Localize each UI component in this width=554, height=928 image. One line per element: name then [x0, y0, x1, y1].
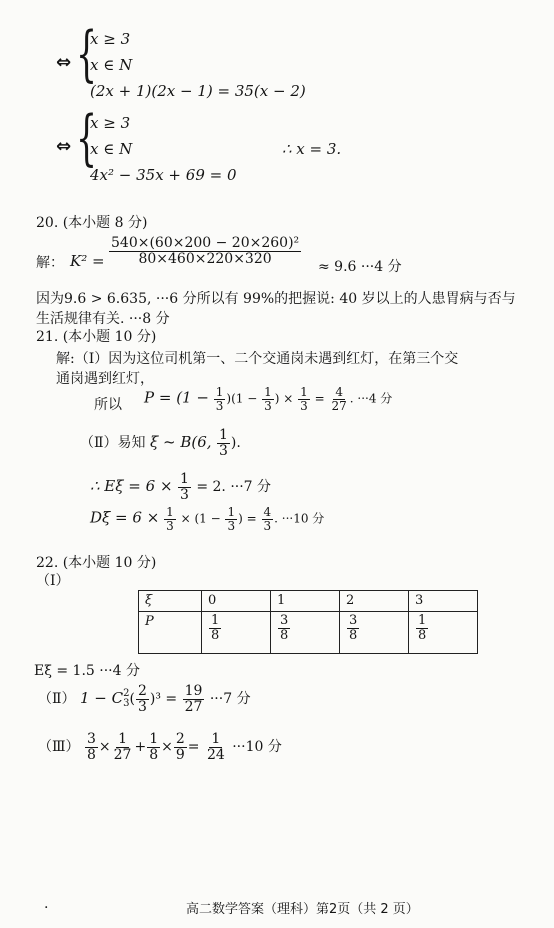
- system2-conclusion: ∴ x = 3.: [282, 140, 342, 158]
- table-prob: $\frac{1}{8}$: [409, 612, 478, 654]
- table-prob: $\frac{3}{8}$: [271, 612, 340, 654]
- table-row: [139, 612, 478, 654]
- q20-solution-prefix: 解：: [36, 255, 64, 271]
- table-value: 0: [202, 591, 271, 612]
- system2-line3: 4x² − 35x + 69 = 0: [90, 166, 237, 184]
- q20-line2: 因为9.6 > 6.635, ···6 分所以有 99%的把握说: 40 岁以上的人患胃病与否与: [36, 291, 516, 307]
- q22-header: 22. (本小题 10 分): [36, 555, 157, 571]
- system1-line1: x ≥ 3: [90, 30, 131, 48]
- system1-line3: (2x + 1)(2x − 1) = 35(x − 2): [90, 82, 306, 100]
- q22-part3: （Ⅲ） $\frac{3}{8}$ × $\frac{1}{27}$ + $\frac{1}{8}$ × $\frac{2}{9}$ = $\frac{1}{24}$ ···10 分: [38, 731, 282, 763]
- q20-k2-numerator: 540×(60×200 − 20×260)²: [111, 235, 300, 251]
- q21-line2: 通岗遇到红灯，: [56, 371, 154, 387]
- table-value: 3: [409, 591, 478, 612]
- q21-part2: （Ⅱ）易知 ξ ~ B(6, $\frac{1}{3}$ ).: [80, 427, 241, 459]
- table-value: 2: [340, 591, 409, 612]
- q22-part1-label: （Ⅰ）: [36, 573, 70, 589]
- q20-header: 20. (本小题 8 分): [36, 215, 148, 231]
- q21-p-expression: P = (1 − $\frac{1}{3}$ )(1 − $\frac{1}{3}$ ) × $\frac{1}{3}$ = $\frac{4}{27}$ . ···4 分: [144, 385, 393, 413]
- table-prob: $\frac{1}{8}$: [202, 612, 271, 654]
- left-brace-2: {: [76, 103, 98, 173]
- table-prob: $\frac{3}{8}$: [340, 612, 409, 654]
- q20-k2-fraction: [108, 236, 302, 266]
- system2-line1: x ≥ 3: [90, 114, 131, 132]
- q20-line3: 生活规律有关. ···8 分: [36, 311, 170, 327]
- table-row: [139, 591, 478, 612]
- iff-symbol-2: ⇔: [56, 136, 72, 157]
- system2-line2: x ∈ N: [90, 140, 133, 158]
- left-brace: {: [76, 19, 98, 89]
- q20-k2-lhs: K² =: [70, 252, 105, 270]
- q22-part2: （Ⅱ） 1 − C 2 3 ( $\frac{2}{3}$ )³ = $\frac{19}{27}$ ···7 分: [38, 683, 251, 715]
- q20-k2-result: ≈ 9.6 ···4 分: [318, 259, 402, 275]
- table-value: 1: [271, 591, 340, 612]
- q22-expectation: Eξ = 1.5 ···4 分: [34, 663, 140, 679]
- iff-symbol: ⇔: [56, 52, 72, 73]
- system1-line2: x ∈ N: [90, 56, 133, 74]
- q21-expectation: ∴ Eξ = 6 × $\frac{1}{3}$ = 2. ···7 分: [90, 471, 272, 503]
- q21-header: 21. (本小题 10 分): [36, 329, 157, 345]
- q20-k2-denominator: 80×460×220×320: [138, 250, 272, 267]
- q21-line1: 解:（Ⅰ）因为这位司机第一、二个交通岗未遇到红灯，在第三个交: [56, 351, 459, 367]
- distribution-table: [138, 590, 478, 654]
- page-footer: 高二数学答案（理科）第2页（共 2 页）: [186, 902, 419, 917]
- q21-variance: Dξ = 6 × $\frac{1}{3}$ × (1 − $\frac{1}{3}$ ) = $\frac{4}{3}$ . ···10 分: [90, 505, 325, 533]
- q21-p-label: 所以: [94, 397, 122, 413]
- table-header-symbol: ξ: [139, 591, 202, 612]
- footer-dot: .: [44, 896, 49, 912]
- table-row-label: P: [139, 612, 202, 654]
